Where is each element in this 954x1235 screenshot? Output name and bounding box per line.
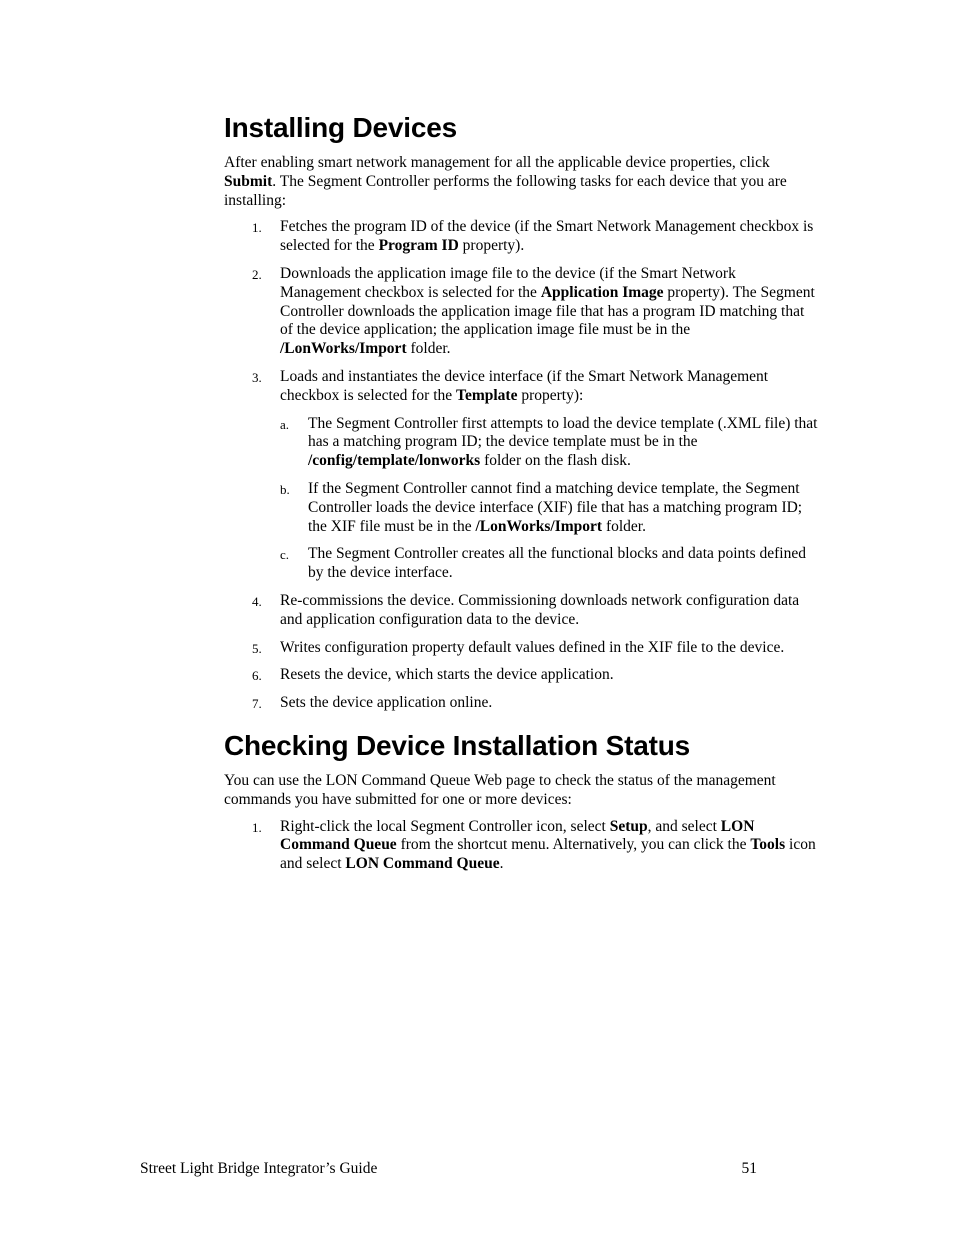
step-item [224,265,820,359]
bold-term: Tools [750,836,786,854]
step-number: 2. [252,266,262,282]
sub-step-item [280,545,820,583]
sub-step-letter: c. [280,547,290,563]
status-steps-list [224,818,820,874]
sub-step-letter: a. [280,416,290,432]
step-item [224,694,820,713]
sub-step-item [280,415,820,471]
step-number: 1. [252,220,262,236]
section-heading-checking-status: Checking Device Installation Status [224,729,691,761]
bold-term: Application Image [540,283,664,301]
step-number: 4. [252,593,262,609]
bold-term: Setup [609,817,648,835]
step-item [224,666,820,685]
page-footer [140,1160,757,1179]
sub-step-item [280,480,820,536]
step-item [224,368,820,583]
step-text: Sets the device application online. [280,694,493,712]
step-text: Writes configuration property default values defined in the XIF file to the device. [280,638,785,656]
step-number: 1. [252,819,262,835]
step-item [224,592,820,630]
sub-steps-list [280,415,820,583]
bold-term: Program ID [378,237,459,255]
step-number: 7. [252,696,262,712]
step-text: Loads and instantiates the device interface (if the Smart Network Management checkbox is selected for the Template property): [280,367,769,404]
section-heading-installing-devices: Installing Devices [224,112,457,143]
step-text: If the Segment Controller cannot find a matching device template, the Segment Controller loads the device interface (XIF) file that has a matching program ID; the XIF file must be in the /LonWorks/Import folder. [308,479,803,535]
sub-step-letter: b. [280,481,290,497]
step-text: The Segment Controller first attempts to load the device template (.XML file) that has a matching program ID; the device template must be in the /config/template/lonworks folder on the flash disk. [308,414,818,470]
step-number: 6. [252,668,262,684]
page-number: 51 [741,1160,757,1177]
step-text: The Segment Controller creates all the functional blocks and data points defined by the device interface. [308,545,806,582]
step-text: Right-click the local Segment Controller icon, select Setup, and select LON Command Queue from the shortcut menu. Alternatively, you can click the Tools icon and select LON Command Queue. [280,817,816,873]
step-text: Resets the device, which starts the device application. [280,666,614,684]
bold-term: /LonWorks/Import [280,340,407,358]
step-text: Fetches the program ID of the device (if the Smart Network Management checkbox is selected for the Program ID property). [280,218,814,255]
step-item [224,639,820,658]
bold-term: /config/template/lonworks [308,452,481,470]
page-content [224,110,820,883]
section-intro: You can use the LON Command Queue Web page to check the status of the management commands you have submitted for one or more devices: [224,771,776,808]
step-text: Re-commissions the device. Commissioning downloads network configuration data and application configuration data to the device. [280,591,800,628]
bold-term: Submit [224,172,273,190]
installation-steps-list [224,218,820,713]
step-number: 5. [252,640,262,656]
section-intro: After enabling smart network management for all the applicable device properties, click Submit. The Segment Controller performs the following tasks for each device that you are installing: [224,154,787,209]
bold-term: LON Command Queue [280,817,755,854]
step-number: 3. [252,369,262,385]
step-item [224,218,820,256]
step-text: Downloads the application image file to the device (if the Smart Network Management checkbox is selected for the Application Image property). The Segment Controller downloads the application image file that has a program ID matching that of the device application; the application image file must be in the /LonWorks/Import folder. [280,264,815,358]
bold-term: LON Command Queue [345,855,500,873]
bold-term: Template [456,386,518,404]
step-item [224,818,820,874]
footer-guide-title: Street Light Bridge Integrator’s Guide [140,1160,378,1177]
bold-term: /LonWorks/Import [475,517,603,535]
